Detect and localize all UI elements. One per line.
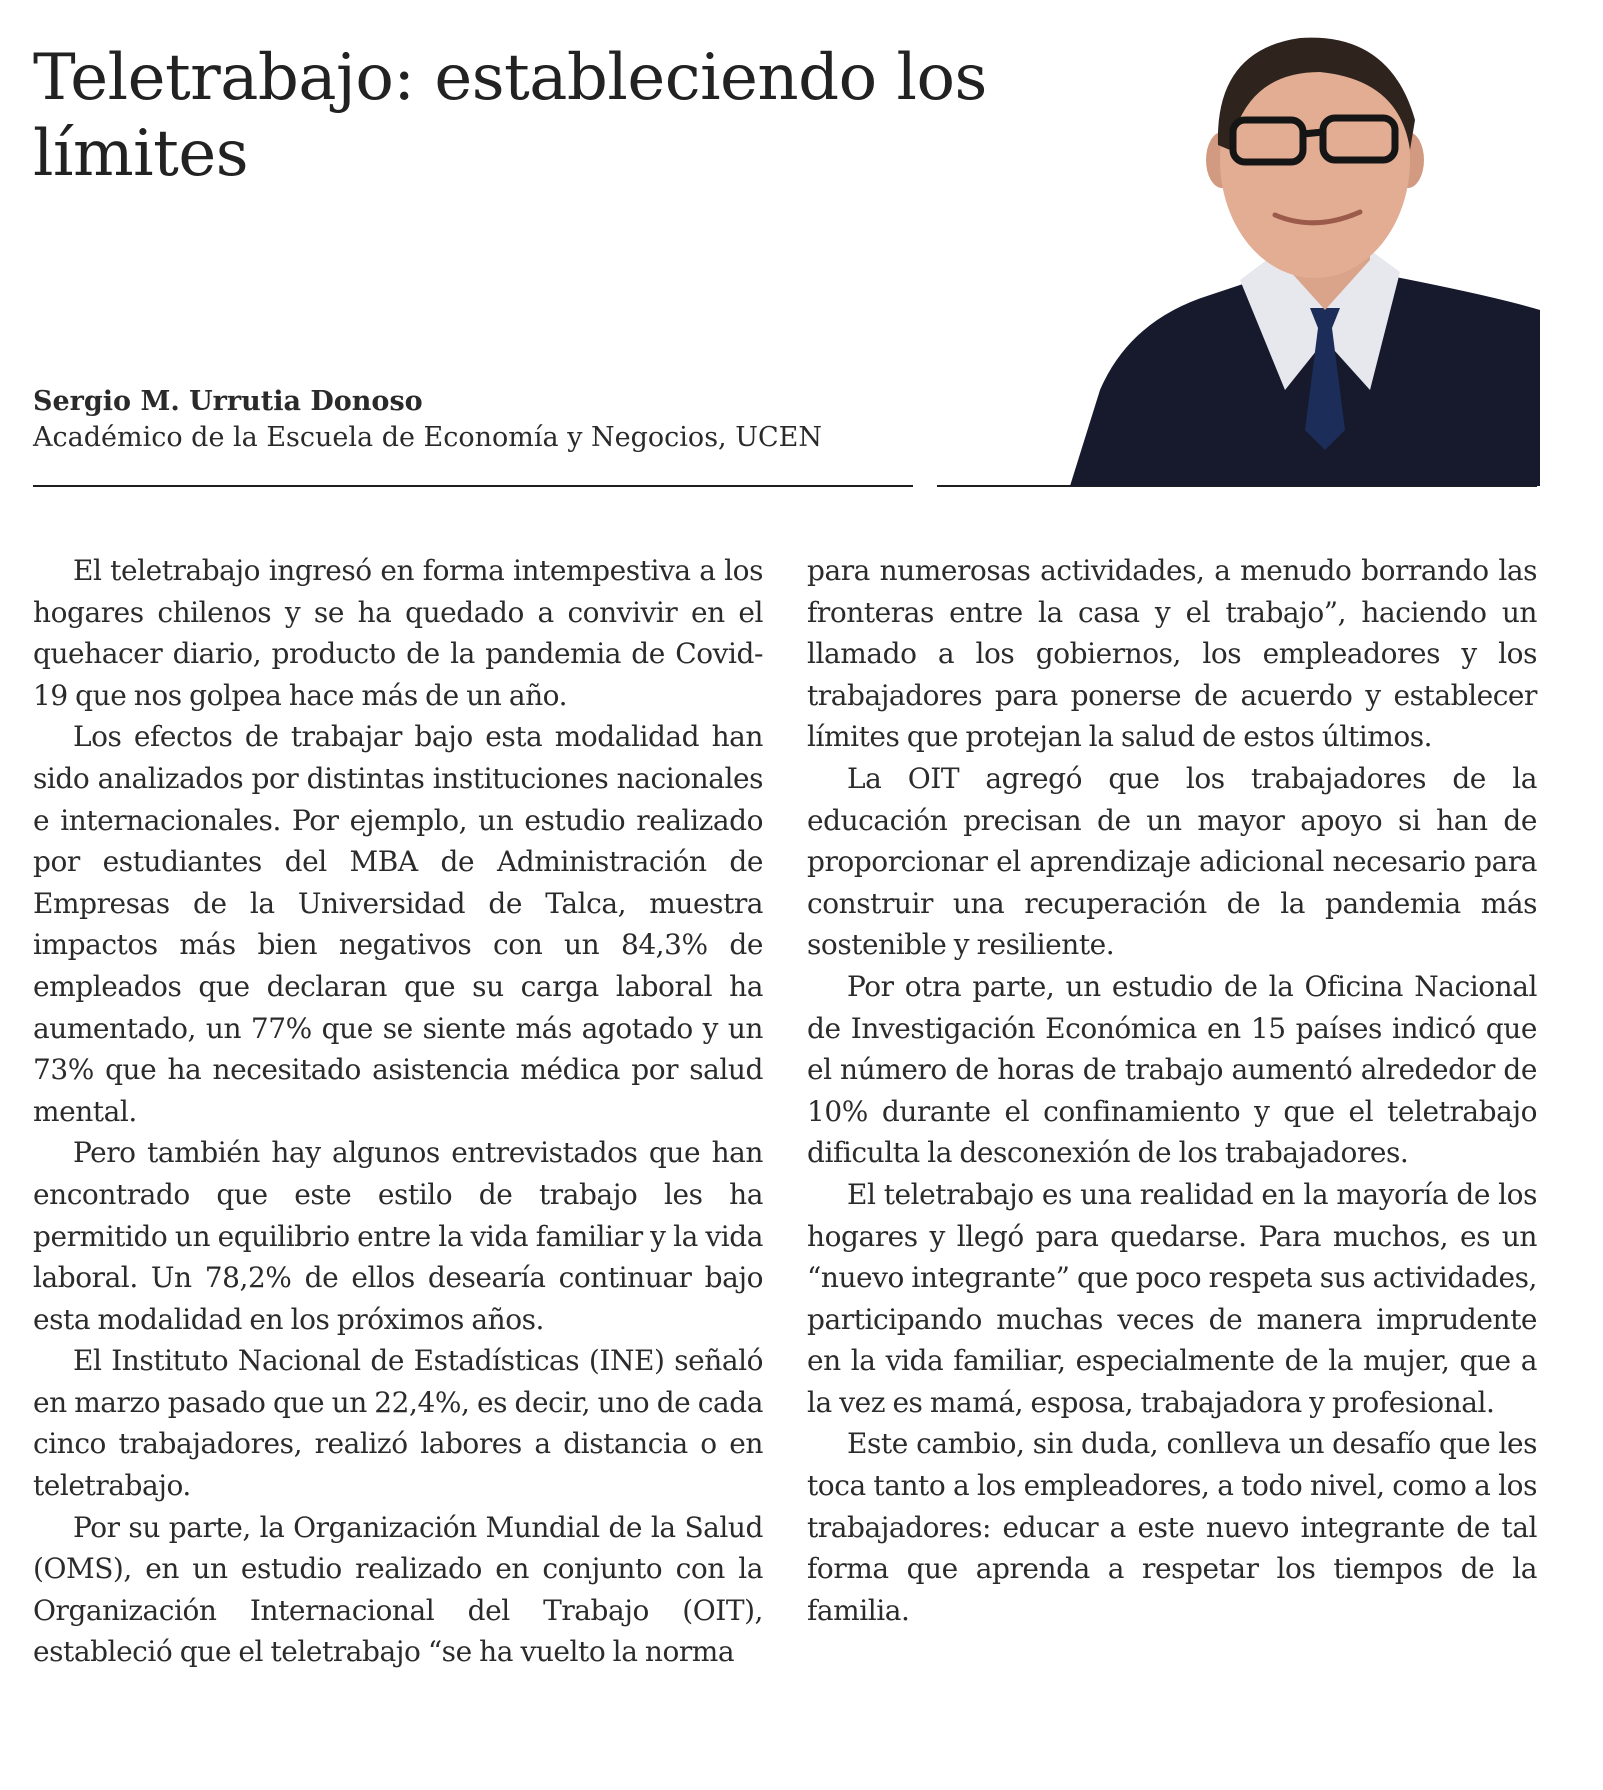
author-name: Sergio M. Urrutia Donoso — [33, 386, 423, 417]
paragraph: Por su parte, la Organización Mundial de la Salud (OMS), en un estudio realizado en conjunto con la Organización Internacional del Trabajo (OIT), estableció que el teletrabajo “se ha vuelto la norma — [33, 1510, 763, 1669]
paragraph: Por otra parte, un estudio de la Oficina Nacional de Investigación Económica en 15 países indicó que el número de horas de trabajo aumentó alrededor de 10% durante el confinamiento y que el teletrabajo dificulta la desconexión de los trabajadores. — [807, 969, 1537, 1170]
paragraph: La OIT agregó que los trabajadores de la educación precisan de un mayor apoyo si han de proporcionar el aprendizaje adicional necesario para construir una recuperación de la pandemia más sostenible y resiliente. — [807, 761, 1537, 962]
byline-divider — [33, 485, 913, 487]
paragraph: Los efectos de trabajar bajo esta modalidad han sido analizados por distintas instituciones nacionales e internacionales. Por ejemplo, un estudio realizado por estudiantes del MBA de Administración de Empresas de la Universidad de Talca, muestra impactos más bien negativos con un 84,3% de empleados que declaran que su carga laboral ha aumentado, un 77% que se siente más agotado y un 73% que ha necesitado asistencia médica por salud mental. — [33, 720, 763, 1128]
author-title: Académico de la Escuela de Economía y Negocios, UCEN — [33, 422, 822, 453]
article-column-right — [807, 550, 1537, 1631]
paragraph-continued: para numerosas actividades, a menudo borrando las fronteras entre la casa y el trabajo”, haciendo un llamado a los gobiernos, los empleadores y los trabajadores para ponerse de acuerdo y establecer límites que protejan la salud de estos últimos. — [807, 554, 1537, 754]
paragraph: Este cambio, sin duda, conlleva un desafío que les toca tanto a los empleadores, a todo nivel, como a los trabajadores: educar a este nuevo integrante de tal forma que aprenda a respetar los tiempos de la familia. — [807, 1427, 1537, 1627]
paragraph: El teletrabajo es una realidad en la mayoría de los hogares y llegó para quedarse. Para muchos, es un “nuevo integrante” que poco respeta sus actividades, participando muchas veces de manera imprudente en la vida familiar, especialmente de la mujer, que a la vez es mamá, esposa, trabajadora y profesional. — [807, 1177, 1537, 1419]
paragraph: El teletrabajo ingresó en forma intempestiva a los hogares chilenos y se ha quedado a convivir en el quehacer diario, producto de la pandemia de Covid-19 que nos golpea hace más de un año. — [33, 554, 763, 712]
article-headline: Teletrabajo: estableciendo los límites — [33, 41, 987, 191]
byline — [33, 385, 913, 457]
article-column-left — [33, 550, 763, 1673]
paragraph: El Instituto Nacional de Estadísticas (INE) señaló en marzo pasado que un 22,4%, es decir, uno de cada cinco trabajadores, realizó labores a distancia o en teletrabajo. — [33, 1344, 763, 1503]
paragraph: Pero también hay algunos entrevistados que han encontrado que este estilo de trabajo les ha permitido un equilibrio entre la vida familiar y la vida laboral. Un 78,2% de ellos desearía continuar bajo esta modalidad en los próximos años. — [33, 1136, 763, 1336]
author-portrait — [1070, 10, 1540, 486]
